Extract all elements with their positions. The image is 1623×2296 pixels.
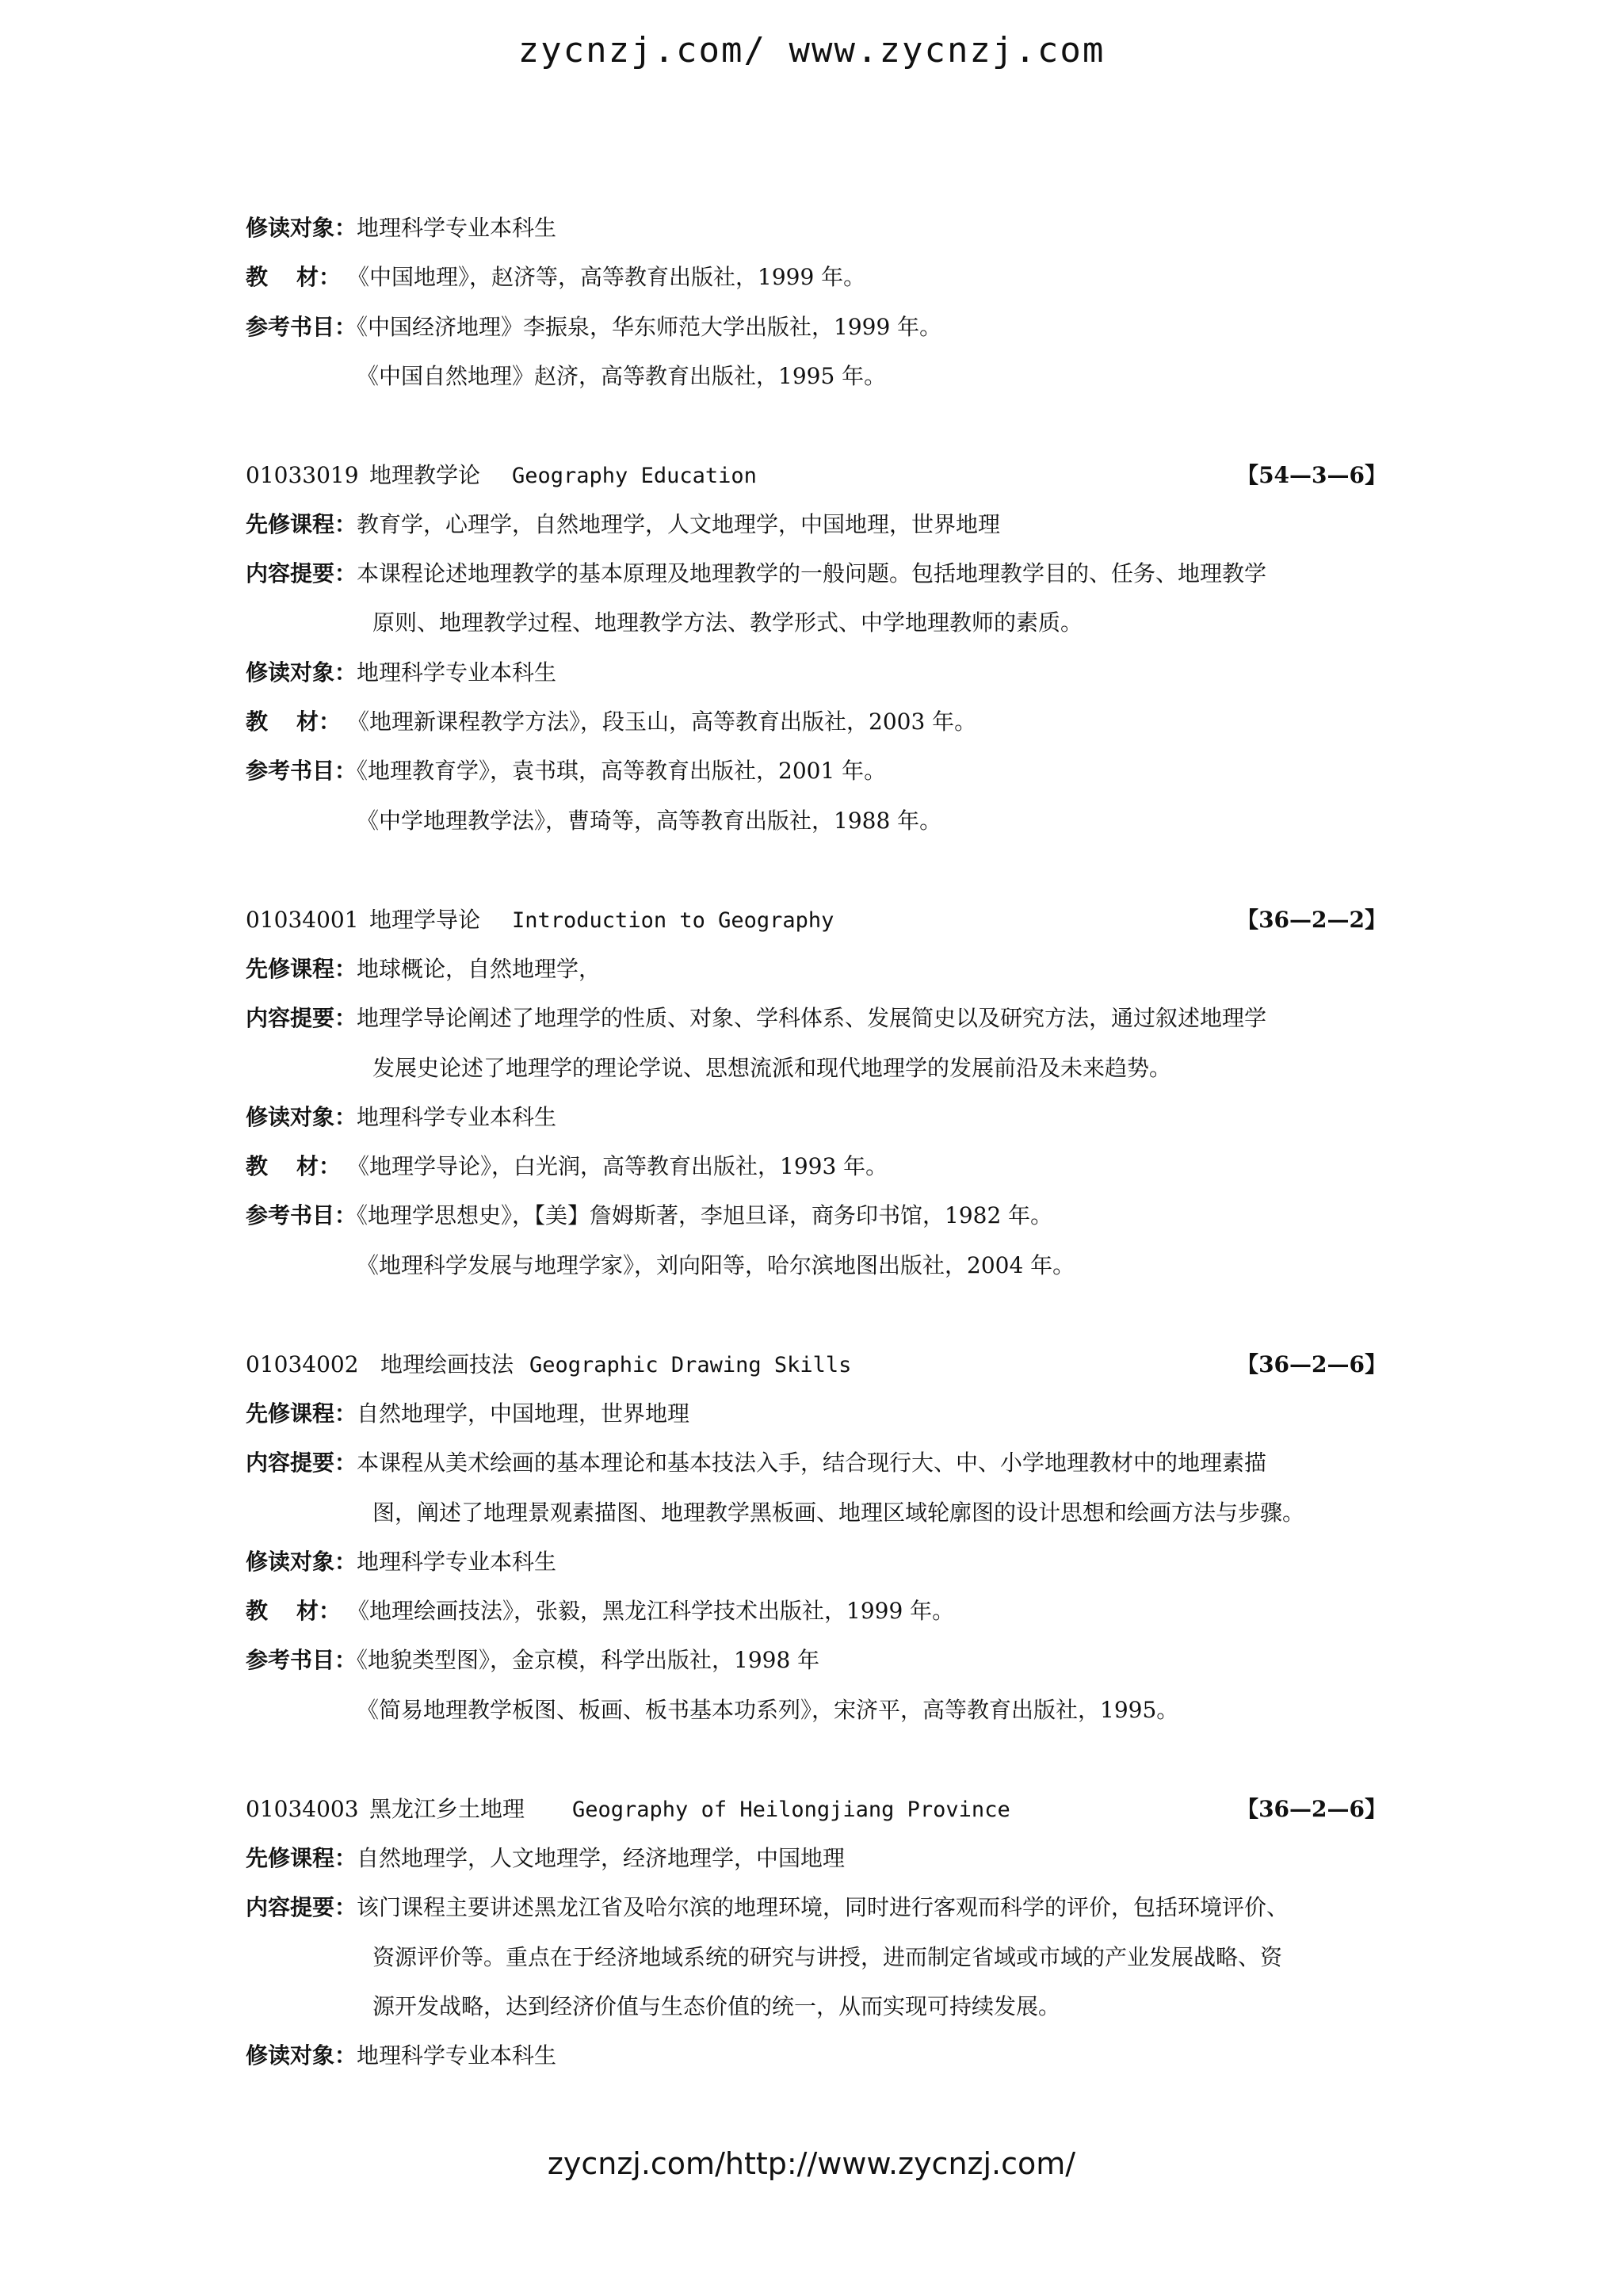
summary-label: 内容提要： [246, 560, 357, 586]
summary-text: 本课程论述地理教学的基本原理及地理教学的一般问题。包括地理教学目的、任务、地理教学 [357, 560, 1267, 586]
course-code: 01034002 [246, 1351, 359, 1377]
target-value: 地理科学专业本科生 [357, 1104, 557, 1130]
textbook-value: 《地理新课程教学方法》，段玉山，高等教育出版社，2003 年。 [347, 709, 977, 735]
reference-item: 《地理学思想史》，【美】詹姆斯著，李旭旦译，商务印书馆，1982 年。 [357, 1202, 1053, 1228]
textbook-line [246, 262, 865, 293]
summary-label: 内容提要： [246, 1450, 357, 1476]
references-line [246, 1200, 1052, 1232]
summary-text: 源开发战略，达到经济价值与生态价值的统一，从而实现可持续发展。 [372, 1993, 1061, 2019]
course-hours: 【54—3—6】 [1236, 462, 1387, 488]
references-line [246, 311, 941, 343]
course-title-cn: 地理教学论 [369, 462, 481, 488]
textbook-label: 教 材： [246, 709, 342, 735]
course-hours: 【36—2—6】 [1236, 1796, 1387, 1822]
prereq-line [246, 509, 1000, 541]
prereq-line [246, 1843, 845, 1874]
target-label: 修读对象： [246, 1104, 357, 1130]
page-header: zycnzj.com/ www.zycnzj.com [517, 30, 1106, 71]
course-header [246, 460, 1387, 491]
target-label: 修读对象： [246, 659, 357, 686]
references-line [246, 1645, 819, 1676]
prereq-value: 自然地理学，中国地理，世界地理 [357, 1400, 690, 1427]
prereq-label: 先修课程： [246, 511, 357, 537]
summary-text: 发展史论述了地理学的理论学说、思想流派和现代地理学的发展前沿及未来趋势。 [372, 1055, 1172, 1081]
reference-item: 《地理教育学》，袁书琪，高等教育出版社，2001 年。 [357, 758, 887, 784]
textbook-line [246, 1595, 954, 1627]
prereq-value: 地球概论，自然地理学， [357, 956, 601, 982]
textbook-line [246, 1151, 888, 1182]
target-line [246, 212, 556, 244]
course-title-cn: 地理绘画技法 [380, 1351, 514, 1377]
reference-item: 《地理科学发展与地理学家》，刘向阳等，哈尔滨地图出版社，2004 年。 [357, 1252, 1075, 1278]
summary-text: 地理学导论阐述了地理学的性质、对象、学科体系、发展简史以及研究方法，通过叙述地理学 [357, 1005, 1267, 1031]
summary-line [246, 1447, 1266, 1479]
reference-item: 《中学地理教学法》，曹琦等，高等教育出版社，1988 年。 [357, 808, 942, 834]
target-line [246, 1546, 556, 1578]
references-label: 参考书目： [246, 314, 357, 340]
target-line [246, 657, 556, 689]
target-value: 地理科学专业本科生 [357, 1549, 557, 1575]
course-header [246, 1349, 1387, 1381]
summary-text: 原则、地理教学过程、地理教学方法、教学形式、中学地理教师的素质。 [372, 609, 1083, 636]
course-hours: 【36—2—6】 [1236, 1351, 1387, 1377]
target-label: 修读对象： [246, 2042, 357, 2069]
target-label: 修读对象： [246, 1549, 357, 1575]
summary-text: 资源评价等。重点在于经济地域系统的研究与讲授，进而制定省域或市域的产业发展战略、资 [372, 1944, 1283, 1970]
course-code: 01033019 [246, 462, 359, 488]
textbook-value: 《中国地理》，赵济等，高等教育出版社，1999 年。 [347, 264, 866, 290]
reference-item: 《地貌类型图》，金京模，科学出版社，1998 年 [357, 1647, 820, 1673]
references-label: 参考书目： [246, 1202, 357, 1228]
prereq-label: 先修课程： [246, 1400, 357, 1427]
course-title-en: Geography of Heilongjiang Province [572, 1797, 1010, 1822]
textbook-line [246, 706, 976, 738]
summary-line [246, 1892, 1289, 1924]
prereq-value: 教育学，心理学，自然地理学，人文地理学，中国地理，世界地理 [357, 511, 1001, 537]
textbook-value: 《地理学导论》，白光润，高等教育出版社，1993 年。 [347, 1153, 888, 1179]
summary-text: 该门课程主要讲述黑龙江省及哈尔滨的地理环境，同时进行客观而科学的评价，包括环境评价、 [357, 1894, 1289, 1920]
summary-line [246, 1003, 1266, 1034]
target-line [246, 2040, 556, 2072]
reference-item: 《中国自然地理》赵济，高等教育出版社，1995 年。 [357, 363, 887, 389]
summary-text: 本课程从美术绘画的基本理论和基本技法入手，结合现行大、中、小学地理教材中的地理素描 [357, 1450, 1267, 1476]
prereq-line [246, 1398, 689, 1430]
textbook-label: 教 材： [246, 1153, 342, 1179]
page-footer: zycnzj.com/http://www.zycnzj.com/ [547, 2146, 1076, 2181]
target-value: 地理科学专业本科生 [357, 2042, 557, 2069]
course-title-en: Introduction to Geography [512, 908, 834, 933]
prereq-line [246, 953, 601, 985]
course-header [246, 904, 1387, 936]
target-line [246, 1102, 556, 1133]
course-code: 01034003 [246, 1796, 359, 1822]
course-title-cn: 地理学导论 [369, 907, 481, 933]
course-title-cn: 黑龙江乡土地理 [369, 1796, 525, 1822]
target-value: 地理科学专业本科生 [357, 659, 557, 686]
reference-item: 《简易地理教学板图、板画、板书基本功系列》，宋济平，高等教育出版社，1995。 [357, 1697, 1179, 1723]
summary-text: 图，阐述了地理景观素描图、地理教学黑板画、地理区域轮廓图的设计思想和绘画方法与步骤。 [372, 1499, 1305, 1526]
summary-label: 内容提要： [246, 1005, 357, 1031]
prereq-label: 先修课程： [246, 1845, 357, 1871]
reference-item: 《中国经济地理》李振泉，华东师范大学出版社，1999 年。 [357, 314, 942, 340]
references-label: 参考书目： [246, 1647, 357, 1673]
course-code: 01034001 [246, 907, 359, 933]
prereq-value: 自然地理学，人文地理学，经济地理学，中国地理 [357, 1845, 846, 1871]
target-value: 地理科学专业本科生 [357, 215, 557, 241]
summary-line [246, 558, 1266, 590]
course-hours: 【36—2—2】 [1236, 907, 1387, 933]
summary-label: 内容提要： [246, 1894, 357, 1920]
prereq-label: 先修课程： [246, 956, 357, 982]
target-label: 修读对象： [246, 215, 357, 241]
textbook-value: 《地理绘画技法》，张毅，黑龙江科学技术出版社，1999 年。 [347, 1598, 955, 1624]
textbook-label: 教 材： [246, 264, 342, 290]
course-header [246, 1794, 1387, 1825]
textbook-label: 教 材： [246, 1598, 342, 1624]
course-title-en: Geography Education [512, 464, 757, 488]
references-label: 参考书目： [246, 758, 357, 784]
course-title-en: Geographic Drawing Skills [529, 1353, 852, 1377]
references-line [246, 755, 886, 787]
